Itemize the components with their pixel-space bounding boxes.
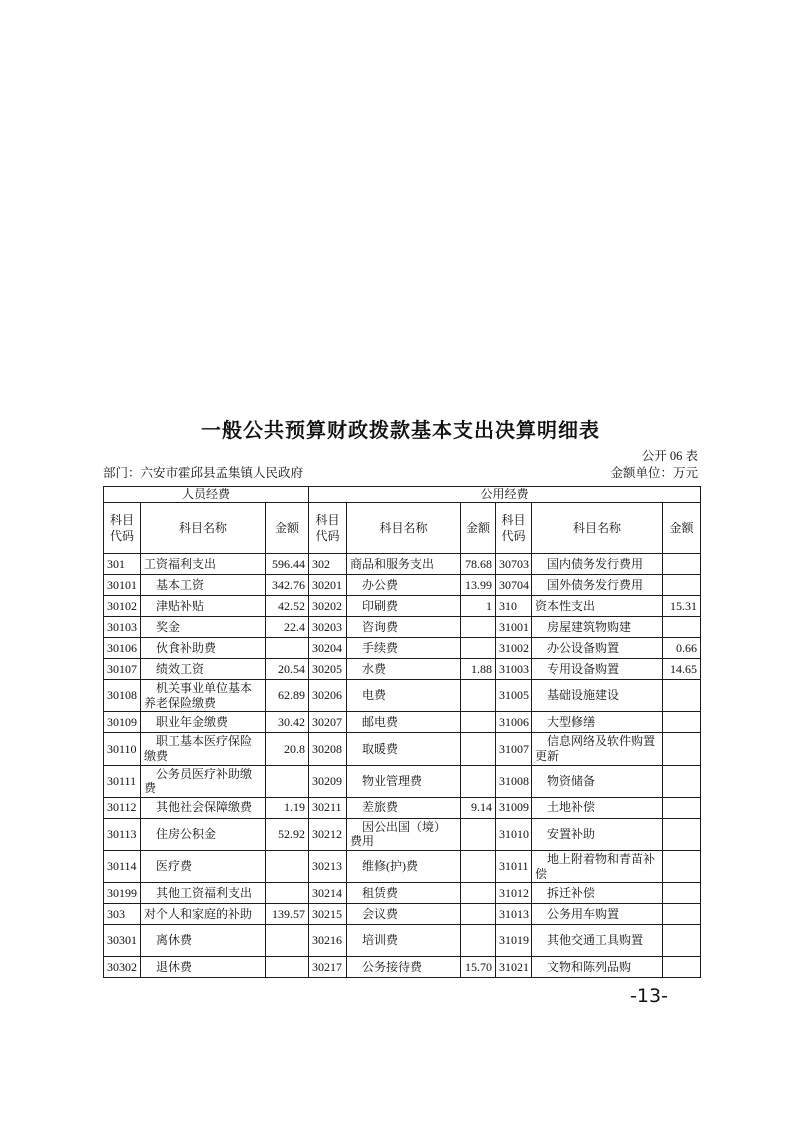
subject-name-cell: 其他交通工具购置 — [532, 925, 663, 957]
page-title: 一般公共预算财政拨款基本支出决算明细表 — [201, 420, 600, 442]
amount-cell — [663, 957, 701, 978]
subject-name-cell: 房屋建筑物购建 — [532, 617, 663, 638]
subject-code-cell: 301 — [104, 554, 141, 575]
amount-cell: 13.99 — [461, 575, 496, 596]
amount-cell — [663, 554, 701, 575]
amount-cell: 14.65 — [663, 659, 701, 680]
subject-name-cell: 印刷费 — [347, 596, 461, 617]
subject-code-cell: 30213 — [309, 851, 347, 883]
amount-cell — [663, 680, 701, 712]
column-header-subject-code: 科目代码 — [496, 503, 532, 554]
amount-cell: 42.52 — [266, 596, 309, 617]
subject-code-cell: 30106 — [104, 638, 141, 659]
table-row — [104, 712, 701, 733]
subject-name-cell: 职工基本医疗保险缴费 — [141, 733, 266, 765]
amount-cell: 15.70 — [461, 957, 496, 978]
subject-name-cell: 资本性支出 — [532, 596, 663, 617]
amount-cell — [461, 712, 496, 733]
group-header-personnel-funds: 人员经费 — [104, 487, 309, 503]
table-row — [104, 818, 701, 850]
subject-code-cell: 31011 — [496, 851, 532, 883]
subject-code-cell: 30217 — [309, 957, 347, 978]
subject-code-cell: 30111 — [104, 765, 141, 797]
subject-code-cell: 30208 — [309, 733, 347, 765]
subject-name-cell: 住房公积金 — [141, 818, 266, 850]
amount-cell — [266, 638, 309, 659]
table-row — [104, 797, 701, 818]
subject-code-cell: 31013 — [496, 904, 532, 925]
subject-name-cell: 绩效工资 — [141, 659, 266, 680]
subject-code-cell: 30206 — [309, 680, 347, 712]
subject-code-cell: 30214 — [309, 883, 347, 904]
amount-cell — [461, 680, 496, 712]
subject-name-cell: 对个人和家庭的补助 — [141, 904, 266, 925]
table-row — [104, 765, 701, 797]
table-row — [104, 904, 701, 925]
subject-name-cell: 水费 — [347, 659, 461, 680]
amount-cell — [663, 904, 701, 925]
subject-name-cell: 因公出国（境）费用 — [347, 818, 461, 850]
subject-name-cell: 拆迁补偿 — [532, 883, 663, 904]
amount-cell — [461, 851, 496, 883]
table-row — [104, 957, 701, 978]
subject-code-cell: 30215 — [309, 904, 347, 925]
column-header-subject-name: 科目名称 — [347, 503, 461, 554]
department-label: 部门：六安市霍邱县孟集镇人民政府 — [103, 466, 304, 480]
table-row — [104, 596, 701, 617]
page-number: -13- — [630, 985, 668, 1007]
subject-name-cell: 其他社会保障缴费 — [141, 797, 266, 818]
subject-code-cell: 31012 — [496, 883, 532, 904]
subject-name-cell: 伙食补助费 — [141, 638, 266, 659]
subject-code-cell: 30109 — [104, 712, 141, 733]
subject-code-cell: 30211 — [309, 797, 347, 818]
amount-cell — [266, 765, 309, 797]
subject-code-cell: 30212 — [309, 818, 347, 850]
amount-cell — [461, 883, 496, 904]
subject-code-cell: 30114 — [104, 851, 141, 883]
subject-name-cell: 公务员医疗补助缴费 — [141, 765, 266, 797]
subject-code-cell: 30703 — [496, 554, 532, 575]
subject-code-cell: 30202 — [309, 596, 347, 617]
column-header-amount: 金额 — [461, 503, 496, 554]
table-row — [104, 659, 701, 680]
subject-code-cell: 30209 — [309, 765, 347, 797]
subject-name-cell: 津贴补贴 — [141, 596, 266, 617]
subject-name-cell: 机关事业单位基本养老保险缴费 — [141, 680, 266, 712]
amount-cell — [461, 904, 496, 925]
subject-code-cell: 30201 — [309, 575, 347, 596]
amount-cell — [663, 765, 701, 797]
subject-name-cell: 基础设施建设 — [532, 680, 663, 712]
subject-code-cell: 30207 — [309, 712, 347, 733]
subject-name-cell: 公务接待费 — [347, 957, 461, 978]
subject-code-cell: 31002 — [496, 638, 532, 659]
subject-code-cell: 30704 — [496, 575, 532, 596]
subject-code-cell: 31019 — [496, 925, 532, 957]
subject-name-cell: 离休费 — [141, 925, 266, 957]
amount-cell — [461, 925, 496, 957]
subject-code-cell: 31009 — [496, 797, 532, 818]
column-header-subject-code: 科目代码 — [309, 503, 347, 554]
subject-name-cell: 办公设备购置 — [532, 638, 663, 659]
amount-cell — [663, 733, 701, 765]
amount-cell — [461, 638, 496, 659]
subject-name-cell: 取暖费 — [347, 733, 461, 765]
subject-name-cell: 物资储备 — [532, 765, 663, 797]
subject-code-cell: 302 — [309, 554, 347, 575]
subject-name-cell: 奖金 — [141, 617, 266, 638]
subject-code-cell: 31006 — [496, 712, 532, 733]
table-row — [104, 638, 701, 659]
amount-unit-label: 金额单位：万元 — [610, 466, 698, 480]
table-row — [104, 925, 701, 957]
amount-cell — [461, 818, 496, 850]
subject-name-cell: 商品和服务支出 — [347, 554, 461, 575]
subject-name-cell: 电费 — [347, 680, 461, 712]
subject-code-cell: 30205 — [309, 659, 347, 680]
subject-code-cell: 31001 — [496, 617, 532, 638]
amount-cell — [663, 712, 701, 733]
subject-code-cell: 30101 — [104, 575, 141, 596]
amount-cell: 22.4 — [266, 617, 309, 638]
subject-code-cell: 30203 — [309, 617, 347, 638]
column-header-amount: 金额 — [663, 503, 701, 554]
amount-cell — [663, 818, 701, 850]
amount-cell — [266, 957, 309, 978]
amount-cell: 62.89 — [266, 680, 309, 712]
amount-cell — [663, 851, 701, 883]
amount-cell — [663, 575, 701, 596]
form-code-label: 公开 06 表 — [641, 449, 698, 463]
subject-name-cell: 邮电费 — [347, 712, 461, 733]
table-row — [104, 554, 701, 575]
table-row — [104, 733, 701, 765]
subject-code-cell: 31005 — [496, 680, 532, 712]
amount-cell: 15.31 — [663, 596, 701, 617]
amount-cell: 30.42 — [266, 712, 309, 733]
subject-name-cell: 医疗费 — [141, 851, 266, 883]
subject-name-cell: 咨询费 — [347, 617, 461, 638]
subject-code-cell: 30103 — [104, 617, 141, 638]
amount-cell: 1.88 — [461, 659, 496, 680]
amount-cell — [663, 617, 701, 638]
table-row — [104, 851, 701, 883]
subject-code-cell: 30113 — [104, 818, 141, 850]
amount-cell — [266, 883, 309, 904]
meta-row — [103, 463, 698, 481]
subject-name-cell: 文物和陈列品购 — [532, 957, 663, 978]
subject-name-cell: 专用设备购置 — [532, 659, 663, 680]
subject-code-cell: 31008 — [496, 765, 532, 797]
amount-cell: 1 — [461, 596, 496, 617]
amount-cell — [663, 925, 701, 957]
subject-name-cell: 安置补助 — [532, 818, 663, 850]
subject-name-cell: 租赁费 — [347, 883, 461, 904]
column-header-amount: 金额 — [266, 503, 309, 554]
group-header-public-funds: 公用经费 — [309, 487, 701, 503]
table-row — [104, 617, 701, 638]
subject-code-cell: 30107 — [104, 659, 141, 680]
amount-cell — [663, 797, 701, 818]
amount-cell — [663, 883, 701, 904]
amount-cell: 78.68 — [461, 554, 496, 575]
amount-cell: 1.19 — [266, 797, 309, 818]
subject-code-cell: 31003 — [496, 659, 532, 680]
budget-detail-table — [103, 486, 701, 978]
subject-name-cell: 国外债务发行费用 — [532, 575, 663, 596]
subject-code-cell: 30204 — [309, 638, 347, 659]
amount-cell: 139.57 — [266, 904, 309, 925]
amount-cell — [266, 851, 309, 883]
table-row — [104, 575, 701, 596]
subject-name-cell: 办公费 — [347, 575, 461, 596]
subject-code-cell: 31021 — [496, 957, 532, 978]
amount-cell — [461, 733, 496, 765]
amount-cell — [461, 765, 496, 797]
subject-name-cell: 工资福利支出 — [141, 554, 266, 575]
subject-code-cell: 310 — [496, 596, 532, 617]
subject-name-cell: 地上附着物和青苗补偿 — [532, 851, 663, 883]
subject-code-cell: 30112 — [104, 797, 141, 818]
subject-name-cell: 其他工资福利支出 — [141, 883, 266, 904]
subject-code-cell: 30302 — [104, 957, 141, 978]
subject-name-cell: 职业年金缴费 — [141, 712, 266, 733]
amount-cell — [266, 925, 309, 957]
table-group-header-row — [104, 487, 701, 503]
column-header-subject-name: 科目名称 — [141, 503, 266, 554]
subject-code-cell: 30110 — [104, 733, 141, 765]
amount-cell: 9.14 — [461, 797, 496, 818]
subject-code-cell: 30199 — [104, 883, 141, 904]
subject-code-cell: 30108 — [104, 680, 141, 712]
subject-code-cell: 30216 — [309, 925, 347, 957]
subject-code-cell: 303 — [104, 904, 141, 925]
amount-cell: 596.44 — [266, 554, 309, 575]
subject-name-cell: 维修(护)费 — [347, 851, 461, 883]
subject-name-cell: 培训费 — [347, 925, 461, 957]
table-column-header-row — [104, 503, 701, 554]
subject-code-cell: 31010 — [496, 818, 532, 850]
subject-name-cell: 大型修缮 — [532, 712, 663, 733]
subject-name-cell: 会议费 — [347, 904, 461, 925]
subject-name-cell: 土地补偿 — [532, 797, 663, 818]
subject-name-cell: 手续费 — [347, 638, 461, 659]
table-row — [104, 680, 701, 712]
subject-code-cell: 30301 — [104, 925, 141, 957]
subject-name-cell: 信息网络及软件购置更新 — [532, 733, 663, 765]
table-row — [104, 883, 701, 904]
subject-name-cell: 国内债务发行费用 — [532, 554, 663, 575]
subject-name-cell: 退休费 — [141, 957, 266, 978]
amount-cell: 52.92 — [266, 818, 309, 850]
subject-name-cell: 公务用车购置 — [532, 904, 663, 925]
subject-name-cell: 物业管理费 — [347, 765, 461, 797]
subject-name-cell: 差旅费 — [347, 797, 461, 818]
amount-cell: 0.66 — [663, 638, 701, 659]
amount-cell — [461, 617, 496, 638]
column-header-subject-code: 科目代码 — [104, 503, 141, 554]
amount-cell: 20.8 — [266, 733, 309, 765]
subject-code-cell: 31007 — [496, 733, 532, 765]
subject-name-cell: 基本工资 — [141, 575, 266, 596]
subject-code-cell: 30102 — [104, 596, 141, 617]
amount-cell: 342.76 — [266, 575, 309, 596]
amount-cell: 20.54 — [266, 659, 309, 680]
column-header-subject-name: 科目名称 — [532, 503, 663, 554]
